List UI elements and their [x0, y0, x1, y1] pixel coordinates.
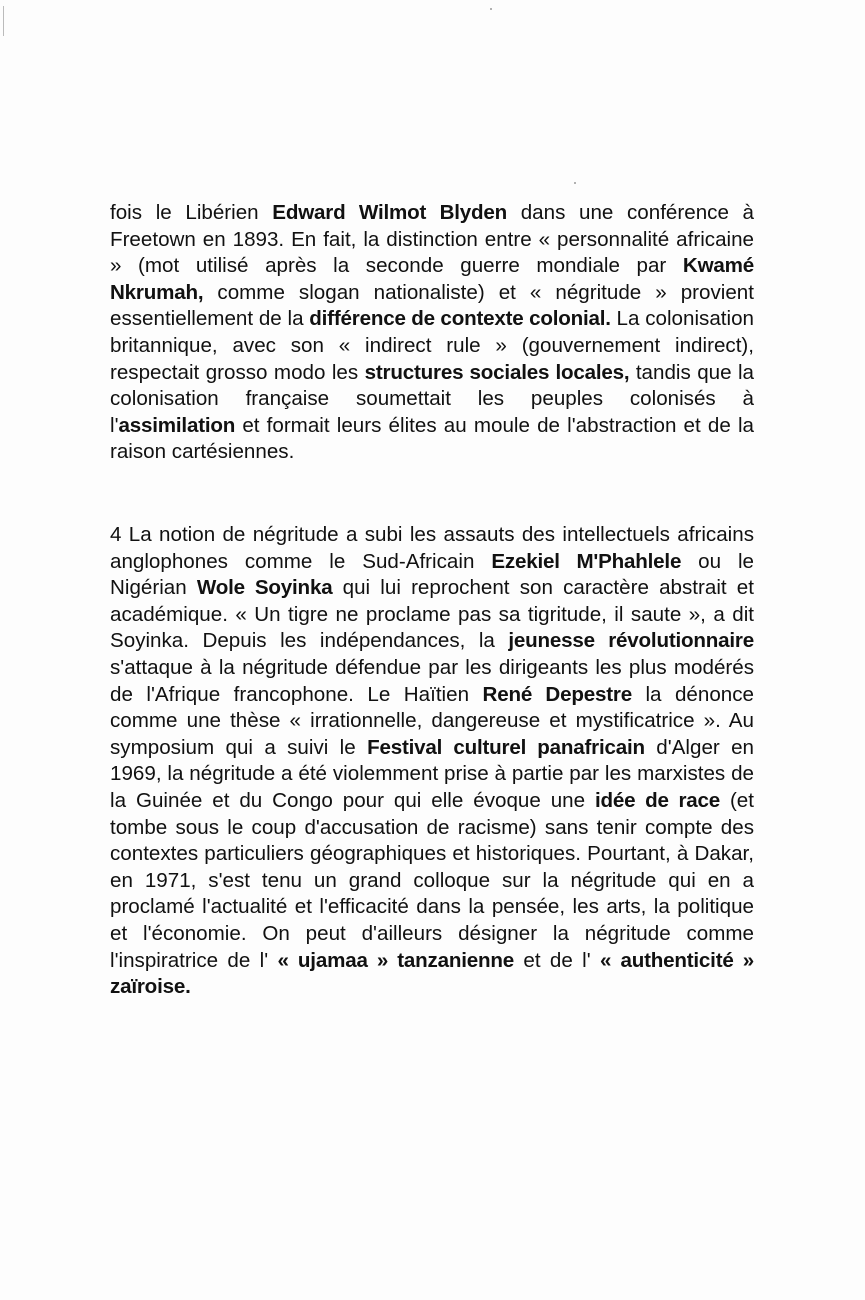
bold-term: Ezekiel M'Phahlele [491, 549, 682, 573]
text-run: La colonisation britannique, avec son « indirect rule » (gouvernement indirect), respectait grosso modo les [110, 307, 754, 384]
bold-term: « ujamaa » tanzanienne [277, 948, 515, 972]
bold-term: Kwamé Nkrumah, [110, 254, 754, 304]
bold-term: idée de race [594, 788, 721, 812]
text-run: d'Alger en 1969, la négritude a été violemment prise à partie par les marxistes de la Guinée et du Congo pour qui elle évoque une [110, 735, 755, 812]
bold-term: jeunesse révolutionnaire [508, 629, 754, 653]
paragraph-blyden [110, 200, 754, 466]
text-run: fois le Libérien [110, 201, 273, 224]
bold-term: Wole Soyinka [196, 576, 333, 600]
text-run: et de l' [514, 948, 601, 972]
bold-term: structures sociales locales, [364, 360, 630, 384]
text-run: dans une conférence à Freetown en 1893. En fait, la distinction entre « personnalité africaine » (mot utilisé après la seconde guerre mondiale par [110, 201, 754, 278]
text-run: s'attaque à la négritude défendue par les dirigeants les plus modérés de l'Afrique francophone. Le Haïtien [110, 655, 754, 706]
bold-term: « authenticité » zaïroise. [110, 948, 755, 999]
scan-speck [574, 182, 576, 184]
margin-mark [3, 6, 4, 36]
text-run: et formait leurs élites au moule de l'abstraction et de la raison cartésiennes. [110, 413, 754, 464]
text-run: la dénonce comme une thèse « irrationnelle, dangereuse et mystificatrice ». Au symposium qui a suivi le [110, 682, 754, 759]
text-run: (et tombe sous le coup d'accusation de racisme) sans tenir compte des contextes particuliers géographiques et historiques. Pourtant, à Dakar, en 1971, s'est tenu un grand colloque sur la négritude qui en a proclamé l'actualité et l'efficacité dans la pensée, les arts, la politique et l'économie. On peut d'ailleurs désigner la négritude comme l'inspiratrice de l' [110, 788, 754, 972]
text-run: comme slogan nationaliste) et « négritude » provient essentiellement de la [110, 280, 754, 331]
bold-term: différence de contexte colonial. [309, 307, 611, 331]
text-run: ou le Nigérian [110, 549, 754, 600]
paragraph-note-4 [110, 522, 754, 1001]
bold-term: assimilation [118, 413, 236, 437]
text-run: tandis que la colonisation française soumettait les peuples colonisés à l' [110, 360, 754, 437]
scan-speck [490, 8, 492, 10]
bold-term: René Depestre [482, 682, 632, 706]
text-run: 4 La notion de négritude a subi les assauts des intellectuels africains anglophones comme le Sud-Africain [110, 523, 754, 573]
bold-term: Festival culturel panafricain [367, 735, 645, 759]
text-run: qui lui reprochent son caractère abstrait et académique. « Un tigre ne proclame pas sa tigritude, il saute », a dit Soyinka. Depuis les indépendances, la [110, 576, 754, 653]
bold-term: Edward Wilmot Blyden [272, 201, 508, 224]
